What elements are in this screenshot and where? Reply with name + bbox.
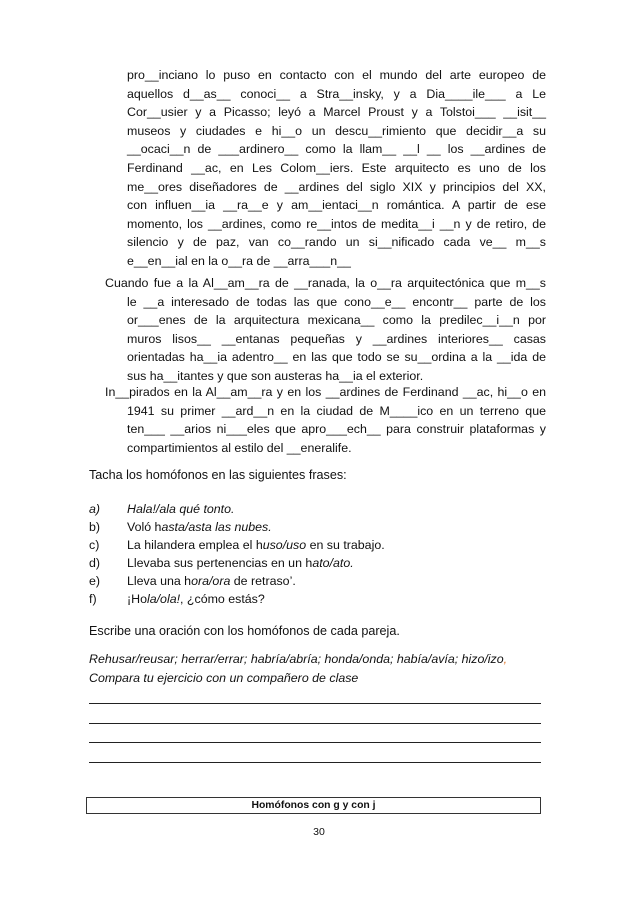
paragraph-1 bbox=[127, 66, 546, 271]
word-pairs-block bbox=[89, 650, 507, 687]
section-title: Homófonos con g y con j bbox=[86, 797, 541, 814]
compare-note: Compara tu ejercicio con un compañero de clase bbox=[89, 670, 359, 685]
exercise-label: f) bbox=[89, 592, 97, 606]
word-pairs-comma: , bbox=[503, 652, 508, 666]
page-number: 30 bbox=[313, 826, 325, 838]
text-line: 1941 su primer __ard__n en la ciudad de M____ico en un terreno que bbox=[127, 403, 546, 418]
text-line: pro__inciano lo puso en contacto con el mundo del arte europeo de bbox=[127, 68, 546, 82]
text-line: __ocaci__n de ___ardinero__ como la llam__ __l __ los __ardines de bbox=[127, 142, 546, 157]
text-line: aquellos d__as__ conoci__ a Stra__insky, y a Dia____ile___ a Le bbox=[127, 86, 546, 101]
text-line: me__ores diseñadores de __ardines del siglo XIX y principios del XX, bbox=[127, 179, 546, 194]
text-line: In__pirados en la Al__am__ra y en los __ardines de Ferdinand __ac, hi__o en bbox=[105, 385, 546, 399]
text-line: le __a interesado de todas las que cono__e__ encontr__ parte de los bbox=[127, 294, 546, 309]
text-line: Cuando fue a la Al__am__ra de __ranada, la o__ra arquitectónica que m__s bbox=[105, 276, 546, 290]
instruction-cross-out: Tacha los homófonos en las siguientes frases: bbox=[89, 468, 347, 482]
answer-line[interactable] bbox=[89, 703, 541, 704]
text-line: ten___ __arios ni___eles que apro___ech__ para construir plataformas y bbox=[127, 422, 546, 437]
exercise-label: c) bbox=[89, 538, 100, 552]
text-line: silencio y de paz, van co__rando un si__nificado cada ve__ m__s bbox=[127, 235, 546, 250]
exercise-label: d) bbox=[89, 556, 101, 570]
text-line: muros lisos__ __entanas pequeñas y __ardines interiores__ casas bbox=[127, 331, 546, 346]
text-line: con influen__ia __ra__e y am__ientaci__n romántica. A partir de ese bbox=[127, 198, 546, 213]
text-line: or___enes de la arquitectura mexicana__ como la predilec__i__n por bbox=[127, 313, 546, 328]
exercise-label: a) bbox=[89, 502, 101, 516]
text-line: sus ha__itantes y que son austeras ha__ia el exterior. bbox=[127, 368, 424, 383]
text-line: Ferdinand __ac, en Les Colom__iers. Este arquitecto es uno de los bbox=[127, 160, 546, 175]
exercise-label: e) bbox=[89, 574, 101, 588]
text-line: compartimientos al estilo del __eneralife. bbox=[127, 440, 352, 455]
instruction-write-sentence: Escribe una oración con los homófonos de cada pareja. bbox=[89, 624, 400, 638]
text-line: momento, los __ardines, como re__intos de medita__i __n y de retiro, de bbox=[127, 216, 546, 231]
text-line: e__en__ial en la o__ra de __arra___n__ bbox=[127, 253, 351, 268]
text-line: museos y ciudades e hi__o un descu__rimiento que decidir__a su bbox=[127, 123, 546, 138]
text-line: orientadas ha__ia adentro__ en las que todo se su__ordina a la __ida de bbox=[127, 350, 546, 365]
answer-lines bbox=[89, 703, 541, 781]
text-line: Cor__usier y a Picasso; leyó a Marcel Proust y a Tolstoi___ __isit__ bbox=[127, 105, 546, 120]
answer-line[interactable] bbox=[89, 723, 541, 724]
word-pairs: Rehusar/reusar; herrar/errar; habría/abría; honda/onda; había/avía; hizo/izo bbox=[89, 652, 504, 666]
paragraph-2 bbox=[105, 274, 546, 386]
exercise-label: b) bbox=[89, 520, 101, 534]
answer-line[interactable] bbox=[89, 742, 541, 743]
answer-line[interactable] bbox=[89, 762, 541, 763]
paragraph-3 bbox=[105, 383, 546, 457]
